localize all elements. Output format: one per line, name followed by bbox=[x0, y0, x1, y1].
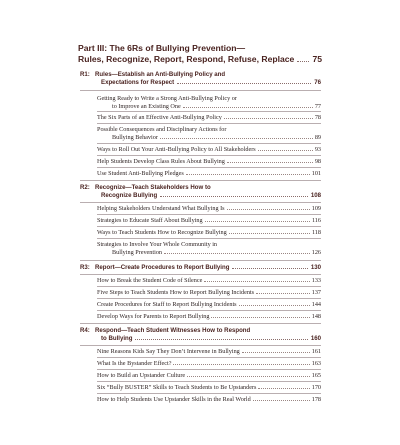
part-page-number: 75 bbox=[312, 54, 322, 64]
divider bbox=[97, 238, 321, 239]
entry-title: How to Help Students Use Upstander Skills in the Real World bbox=[97, 396, 251, 403]
leader-dots bbox=[227, 209, 310, 210]
entry-title: Possible Consequences and Disciplinary Actions for bbox=[97, 126, 227, 133]
entry-title: Five Steps to Teach Students How to Report Bullying Incidents bbox=[97, 289, 255, 296]
entry-title: Nine Reasons Kids Say They Don’t Intervene in Bullying bbox=[97, 348, 240, 355]
divider bbox=[97, 111, 321, 112]
part-title-line1: Part III: The 6Rs of Bullying Prevention— bbox=[78, 43, 246, 53]
toc-entry[interactable] bbox=[97, 114, 321, 122]
entry-title-cont: Bullying Behavior bbox=[112, 134, 158, 142]
divider bbox=[97, 310, 321, 311]
entry-page-number: 89 bbox=[314, 134, 321, 142]
leader-dots bbox=[177, 83, 311, 84]
section-title-line1: Recognize—Teach Stakeholders How to bbox=[95, 184, 211, 191]
entry-title: Strategies to Involve Your Whole Community in bbox=[97, 241, 218, 248]
entry-page-number: 178 bbox=[311, 396, 321, 403]
leader-dots bbox=[256, 293, 310, 294]
divider bbox=[97, 155, 321, 156]
section-number: R2: bbox=[80, 184, 90, 191]
divider bbox=[80, 345, 321, 346]
entry-title: Use Student Anti-Bullying Pledges bbox=[97, 170, 184, 177]
section-page-number: 76 bbox=[314, 79, 321, 87]
divider bbox=[97, 214, 321, 215]
leader-dots bbox=[232, 268, 307, 269]
toc-entry[interactable] bbox=[97, 289, 321, 297]
leader-dots bbox=[160, 196, 308, 197]
entry-page-number: 137 bbox=[311, 289, 321, 296]
divider bbox=[97, 369, 321, 370]
divider bbox=[80, 202, 321, 203]
leader-dots bbox=[135, 339, 307, 340]
leader-dots bbox=[205, 221, 310, 222]
entry-title: Strategies to Educate Staff About Bullying bbox=[97, 217, 203, 224]
entry-title-cont: to Improve an Existing One bbox=[112, 103, 181, 111]
toc-entry[interactable] bbox=[97, 372, 321, 380]
toc-entry[interactable] bbox=[97, 229, 321, 237]
divider bbox=[80, 260, 321, 261]
entry-title: Ways to Teach Students How to Recognize Bullying bbox=[97, 229, 227, 236]
entry-title: The Six Parts of an Effective Anti-Bullying Policy bbox=[97, 114, 222, 121]
section-page-number: 130 bbox=[310, 264, 321, 271]
toc-entry[interactable] bbox=[97, 301, 321, 309]
section-title-line1: Respond—Teach Student Witnesses How to Respond bbox=[95, 327, 251, 334]
divider bbox=[97, 357, 321, 358]
leader-dots bbox=[211, 317, 309, 318]
toc-entry[interactable] bbox=[97, 158, 321, 166]
divider bbox=[97, 393, 321, 394]
leader-dots bbox=[186, 174, 310, 175]
part-title bbox=[78, 43, 322, 65]
toc-entry[interactable] bbox=[97, 205, 321, 213]
toc-entry[interactable] bbox=[97, 396, 321, 404]
entry-title: Six “Bully BUSTER” Skills to Teach Students to Be Upstanders bbox=[97, 384, 257, 391]
entry-page-number: 77 bbox=[314, 103, 321, 111]
leader-dots bbox=[297, 61, 309, 62]
entry-title: How to Break the Student Code of Silence bbox=[97, 277, 203, 284]
entry-title: Getting Ready to Write a Strong Anti-Bullying Policy or bbox=[97, 95, 237, 102]
entry-title: Ways to Roll Out Your Anti-Bullying Policy to All Stakeholders bbox=[97, 146, 256, 153]
divider bbox=[80, 274, 321, 275]
entry-page-number: 118 bbox=[311, 229, 321, 236]
divider bbox=[97, 286, 321, 287]
toc-entry[interactable] bbox=[97, 241, 321, 257]
section-number: R3: bbox=[80, 264, 90, 271]
divider bbox=[80, 90, 321, 91]
divider bbox=[97, 298, 321, 299]
entry-page-number: 101 bbox=[311, 170, 321, 177]
section-title-line2: to Bullying bbox=[101, 335, 133, 343]
divider bbox=[97, 167, 321, 168]
section-number: R4: bbox=[80, 327, 90, 334]
section-title-line2: Recognize Bullying bbox=[101, 192, 158, 200]
entry-title-cont: Bullying Prevention bbox=[112, 249, 163, 257]
divider bbox=[97, 143, 321, 144]
leader-dots bbox=[173, 364, 309, 365]
toc-entry[interactable] bbox=[97, 360, 321, 368]
entry-title: Create Procedures for Staff to Report Bullying Incidents bbox=[97, 301, 237, 308]
section-heading-r4[interactable] bbox=[80, 327, 321, 343]
entry-title: Helping Stakeholders Understand What Bullying Is bbox=[97, 205, 225, 212]
divider bbox=[97, 226, 321, 227]
leader-dots bbox=[239, 305, 310, 306]
entry-page-number: 133 bbox=[311, 277, 321, 284]
section-heading-r1[interactable] bbox=[80, 71, 321, 87]
toc-entry[interactable] bbox=[97, 95, 321, 111]
section-title-line2: Expectations for Respect bbox=[101, 79, 175, 87]
leader-dots bbox=[258, 150, 313, 151]
leader-dots bbox=[258, 388, 309, 389]
entry-title: Help Students Develop Class Rules About Bullying bbox=[97, 158, 225, 165]
entry-page-number: 148 bbox=[311, 313, 321, 320]
toc-entry[interactable] bbox=[97, 126, 321, 142]
section-heading-r2[interactable] bbox=[80, 184, 321, 200]
divider bbox=[80, 323, 321, 324]
toc-entry[interactable] bbox=[97, 170, 321, 178]
leader-dots bbox=[224, 118, 313, 119]
entry-page-number: 165 bbox=[311, 372, 321, 379]
toc-entry[interactable] bbox=[97, 384, 321, 392]
entry-page-number: 78 bbox=[314, 114, 321, 121]
entry-page-number: 144 bbox=[311, 301, 321, 308]
leader-dots bbox=[160, 138, 313, 139]
entry-page-number: 170 bbox=[311, 384, 321, 391]
entry-title: What Is the Bystander Effect? bbox=[97, 360, 172, 367]
leader-dots bbox=[253, 400, 310, 401]
toc-entry[interactable] bbox=[97, 277, 321, 285]
divider bbox=[80, 180, 321, 181]
divider bbox=[97, 123, 321, 124]
section-number: R1: bbox=[80, 71, 90, 78]
entry-title: How to Build an Upstander Culture bbox=[97, 372, 186, 379]
entry-page-number: 116 bbox=[311, 217, 321, 224]
entry-page-number: 126 bbox=[311, 249, 321, 257]
toc-entry[interactable] bbox=[97, 146, 321, 154]
divider bbox=[97, 381, 321, 382]
entry-page-number: 109 bbox=[311, 205, 321, 212]
leader-dots bbox=[164, 253, 310, 254]
entry-page-number: 161 bbox=[311, 348, 321, 355]
section-page-number: 108 bbox=[310, 192, 321, 200]
leader-dots bbox=[229, 233, 310, 234]
leader-dots bbox=[187, 376, 310, 377]
leader-dots bbox=[183, 107, 313, 108]
section-title-line1: Rules—Establish an Anti-Bullying Policy and bbox=[95, 71, 226, 78]
entry-page-number: 98 bbox=[314, 158, 321, 165]
toc-entry[interactable] bbox=[97, 313, 321, 321]
leader-dots bbox=[227, 162, 313, 163]
section-heading-r3[interactable] bbox=[80, 264, 321, 272]
toc-entry[interactable] bbox=[97, 217, 321, 225]
entry-page-number: 93 bbox=[314, 146, 321, 153]
leader-dots bbox=[204, 281, 309, 282]
section-page-number: 160 bbox=[310, 335, 321, 343]
toc-entry[interactable] bbox=[97, 348, 321, 356]
part-title-line2: Rules, Recognize, Report, Respond, Refuse, Replace bbox=[78, 54, 295, 64]
leader-dots bbox=[242, 352, 310, 353]
entry-title: Develop Ways for Parents to Report Bullying bbox=[97, 313, 210, 320]
entry-page-number: 163 bbox=[311, 360, 321, 367]
section-title-line1: Report—Create Procedures to Report Bullying bbox=[95, 264, 230, 271]
